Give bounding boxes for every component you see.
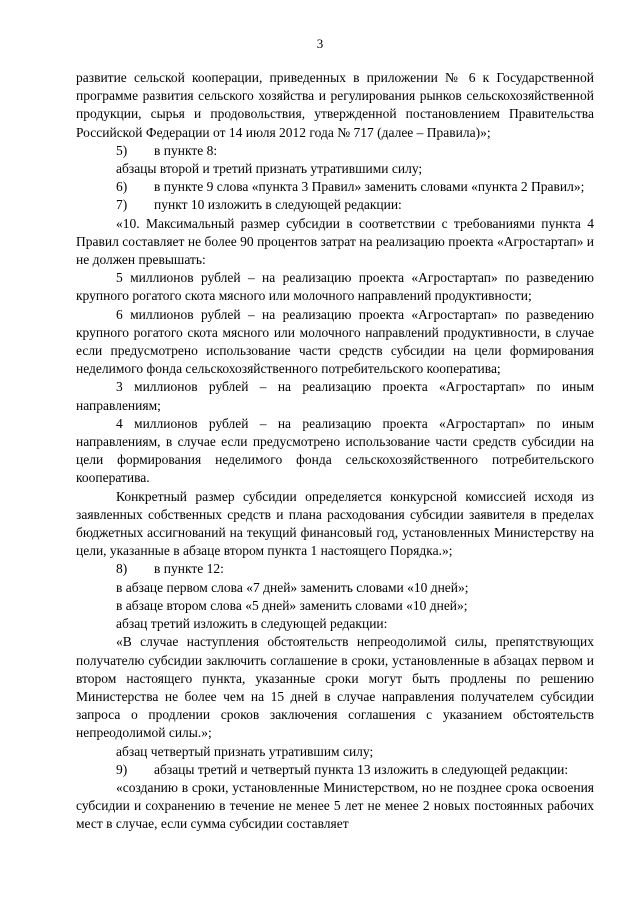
paragraph-text: абзацы третий и четвертый пункта 13 изложить в следующей редакции:	[154, 761, 569, 777]
paragraph-text: пункт 10 изложить в следующей редакции:	[154, 197, 402, 213]
paragraph	[76, 597, 594, 615]
paragraph	[76, 215, 594, 270]
paragraph-text: 4 миллионов рублей – на реализацию проекта «Агростартап» по иным направлениям, в случае если предусмотрено использование части средств субсидии на цели формирования неделимого фонда сельскохозяйственного потребительского кооператива.	[76, 415, 594, 486]
paragraph-text: абзацы второй и третий признать утратившими силу;	[116, 161, 423, 177]
paragraph-text: «созданию в сроки, установленные Министерством, но не позднее срока освоения субсидии и сохранению в течение не менее 5 лет не менее 2 новых постоянных рабочих мест в случае, если сумма субсидии составляет	[76, 779, 594, 832]
paragraph-text: 3 миллионов рублей – на реализацию проекта «Агростартап» по иным направлениям;	[76, 379, 594, 413]
paragraph-text: в пункте 12:	[154, 561, 224, 577]
paragraph	[76, 615, 594, 633]
paragraph	[76, 488, 594, 561]
paragraph-text: «В случае наступления обстоятельств непреодолимой силы, препятствующих получателю субсидии заключить соглашение в сроки, установленные в абзацах первом и втором настоящего пункта, указанные сроки могут быть продлены по решению Министерства не более чем на 15 дней в случае направления получателем субсидии запроса о продлении сроков заключения соглашения с указанием обстоятельств непреодолимой силы.»;	[76, 634, 594, 741]
paragraph	[76, 378, 594, 414]
paragraph-text: абзац четвертый признать утратившим силу;	[116, 743, 374, 759]
paragraph-text: в пункте 8:	[154, 142, 218, 158]
paragraph-text: в пункте 9 слова «пункта 3 Правил» заменить словами «пункта 2 Правил»;	[154, 179, 585, 195]
paragraph-text: развитие сельской кооперации, приведенных в приложении № 6 к Государственной программе развития сельского хозяйства и регулирования рынков сельскохозяйственной продукции, сырья и продовольствия, утвержденной постановлением Правительства Российской Федерации от 14 июля 2012 года № 717 (далее – Правила)»;	[76, 70, 594, 140]
list-item-number: 9)	[116, 761, 128, 777]
paragraph	[76, 306, 594, 379]
paragraph-text: в абзаце первом слова «7 дней» заменить словами «10 дней»;	[116, 579, 469, 595]
paragraph	[76, 579, 594, 597]
paragraph-text: абзац третий изложить в следующей редакции:	[116, 616, 388, 632]
paragraph-text: Конкретный размер субсидии определяется конкурсной комиссией исходя из заявленных собственных средств и плана расходования субсидии заявителя в пределах бюджетных ассигнований на текущий финансовый год, установленных Министерству на цели, указанные в абзаце втором пункта 1 настоящего Порядка.»;	[76, 488, 594, 559]
list-item-number: 5)	[116, 142, 128, 158]
paragraph	[76, 761, 594, 779]
paragraph	[76, 69, 594, 142]
paragraph-text: 6 миллионов рублей – на реализацию проекта «Агростартап» по разведению крупного рогатого скота мясного или молочного направлений продуктивности, в случае если предусмотрено использование части средств субсидии на цели формирования неделимого фонда сельскохозяйственного потребительского кооператива;	[76, 306, 594, 377]
paragraph	[76, 779, 594, 834]
paragraph	[76, 178, 594, 196]
paragraph	[76, 633, 594, 742]
paragraph-text: в абзаце втором слова «5 дней» заменить словами «10 дней»;	[116, 597, 468, 613]
list-item-number: 8)	[116, 561, 128, 577]
paragraph-text: 5 миллионов рублей – на реализацию проекта «Агростартап» по разведению крупного рогатого скота мясного или молочного направлений продуктивности;	[76, 270, 594, 304]
document-body	[76, 69, 594, 834]
list-item-number: 6)	[116, 179, 128, 195]
paragraph	[76, 415, 594, 488]
page-number: 3	[316, 36, 324, 51]
paragraph-text: «10. Максимальный размер субсидии в соответствии с требованиями пункта 4 Правил составляет не более 90 процентов затрат на реализацию проекта «Агростартап» и не должен превышать:	[76, 215, 594, 268]
paragraph	[76, 269, 594, 305]
paragraph	[76, 743, 594, 761]
paragraph	[76, 196, 594, 214]
list-item-number: 7)	[116, 197, 128, 213]
paragraph	[76, 160, 594, 178]
paragraph	[76, 560, 594, 578]
paragraph	[76, 142, 594, 160]
